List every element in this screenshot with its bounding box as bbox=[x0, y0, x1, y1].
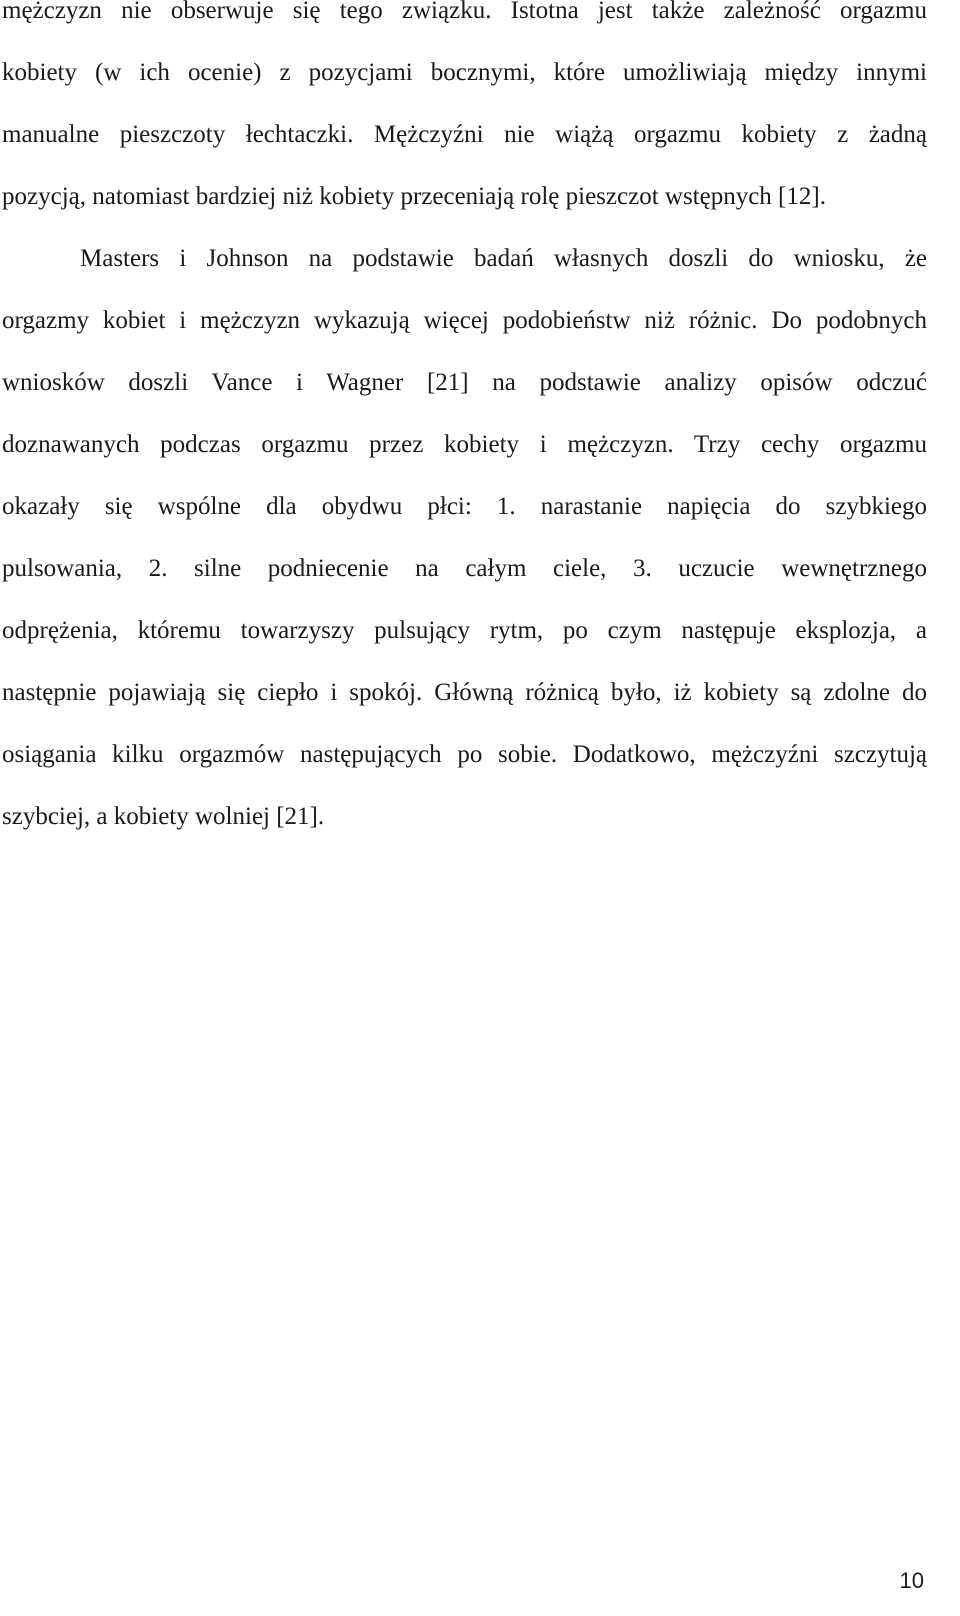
text-line: odprężenia, któremu towarzyszy pulsujący rytm, po czym następuje eksplozja, a bbox=[2, 617, 927, 644]
text-line: pulsowania, 2. silne podniecenie na całym ciele, 3. uczucie wewnętrznego bbox=[2, 555, 927, 582]
text-line: następnie pojawiają się ciepło i spokój. Główną różnicą było, iż kobiety są zdolne do bbox=[2, 679, 927, 706]
text-line: orgazmy kobiet i mężczyzn wykazują więcej podobieństw niż różnic. Do podobnych bbox=[2, 307, 927, 334]
text-line-last: szybciej, a kobiety wolniej [21]. bbox=[2, 803, 325, 830]
text-line: doznawanych podczas orgazmu przez kobiety i mężczyzn. Trzy cechy orgazmu bbox=[2, 431, 927, 458]
text-line: kobiety (w ich ocenie) z pozycjami bocznymi, które umożliwiają między innymi bbox=[2, 59, 927, 86]
page-number: 10 bbox=[899, 1568, 924, 1593]
text-line: pozycją, natomiast bardziej niż kobiety przeceniają rolę pieszczot wstępnych [12]. bbox=[2, 183, 826, 210]
text-line: manualne pieszczoty łechtaczki. Mężczyźni nie wiążą orgazmu kobiety z żadną bbox=[2, 121, 927, 148]
text-line: osiągania kilku orgazmów następujących po sobie. Dodatkowo, mężczyźni szczytują bbox=[2, 741, 927, 768]
paragraph-first-line: Masters i Johnson na podstawie badań własnych doszli do wniosku, że bbox=[80, 245, 927, 272]
text-line: mężczyzn nie obserwuje się tego związku. Istotna jest także zależność orgazmu bbox=[2, 0, 927, 24]
text-line: wniosków doszli Vance i Wagner [21] na podstawie analizy opisów odczuć bbox=[2, 369, 927, 396]
text-line: okazały się wspólne dla obydwu płci: 1. narastanie napięcia do szybkiego bbox=[2, 493, 927, 520]
